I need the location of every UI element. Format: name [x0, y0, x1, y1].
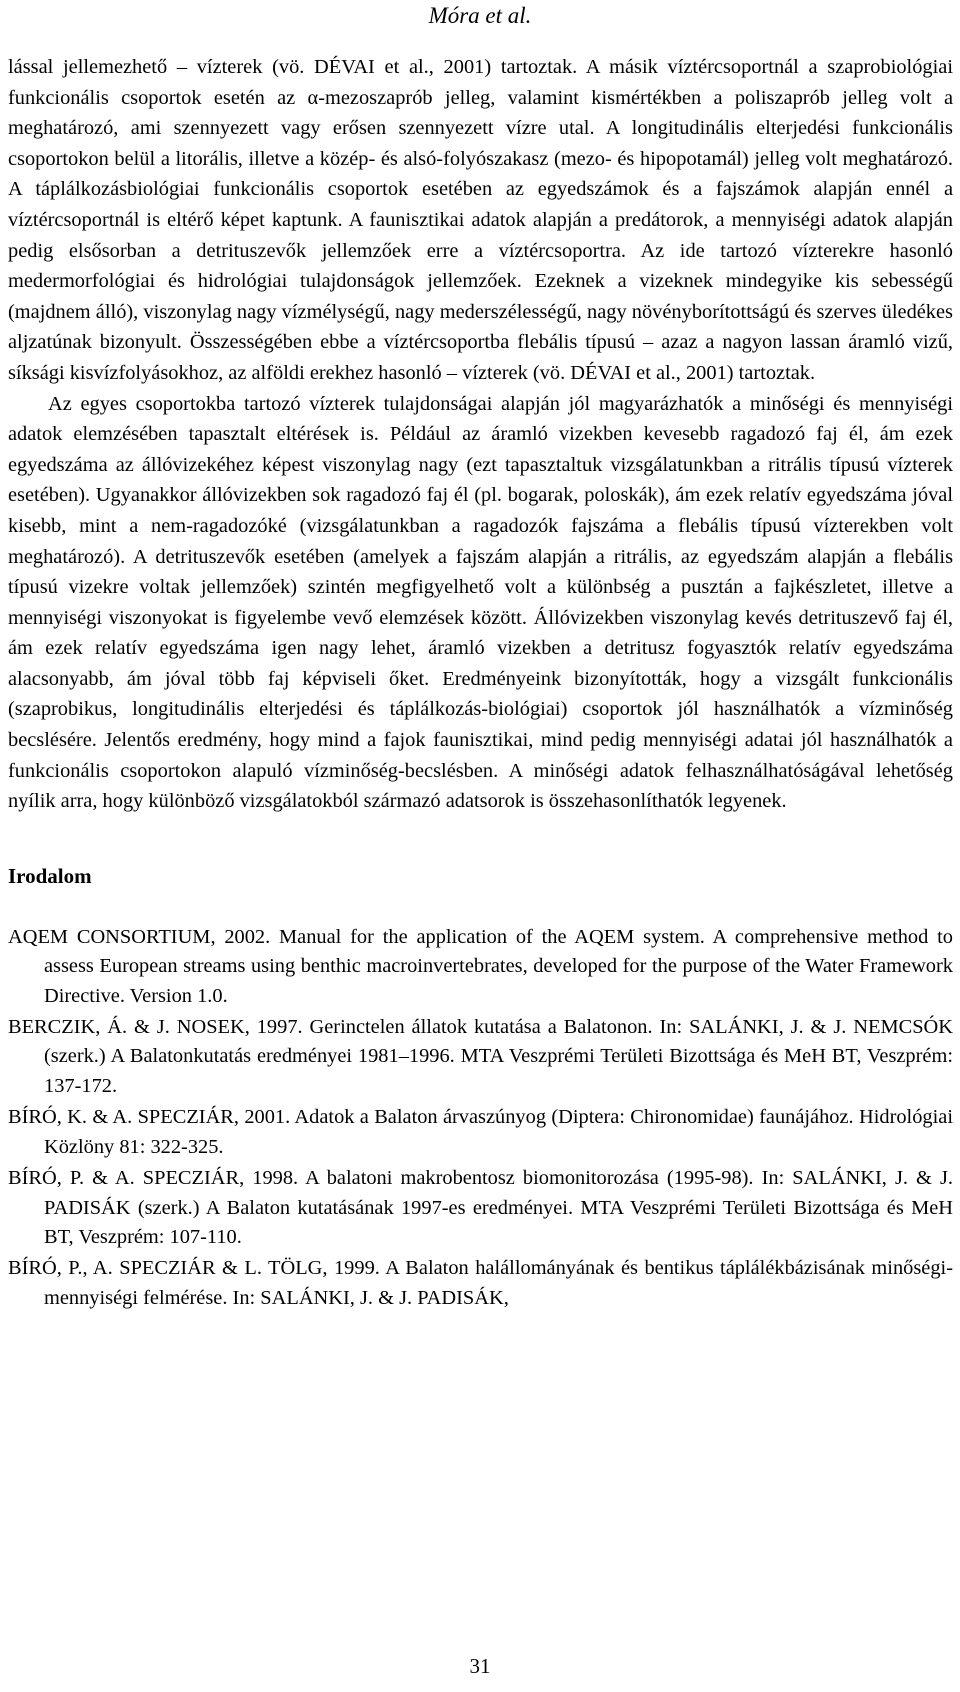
section-heading-references: Irodalom — [8, 863, 92, 888]
reference-item-5: BÍRÓ, P., A. SPECZIÁR & L. TÖLG, 1999. A Balaton halállományának és bentikus táplálékbázisának minőségi-mennyiségi felmérése. In: SALÁNKI, J. & J. PADISÁK, — [8, 1257, 953, 1309]
page-number: 31 — [469, 1654, 491, 1678]
reference-item-4: BÍRÓ, P. & A. SPECZIÁR, 1998. A balatoni makrobentosz biomonitorozása (1995-98). In: SALÁNKI, J. & J. PADISÁK (szerk.) A Balaton kutatásának 1997-es eredményei. MTA Veszprémi Területi Bizottsága és MeH BT, Veszprém: 107-110. — [8, 1167, 953, 1248]
reference-list — [8, 923, 953, 1313]
body-paragraph-1: lással jellemezhető – vízterek (vö. DÉVAI et al., 2001) tartoztak. A másik víztércsoportnál a szaprobiológiai funkcionális csoportok esetén az α-mezoszaprób jelleg, valamint kismértékben a poliszaprób jelleg volt a meghatározó, ami szennyezett vagy erősen szennyezett vízre utal. A longitudinális elterjedési funkcionális csoportokon belül a litorális, illetve a közép- és alsó-folyószakasz (mezo- és hipopotamál) jelleg volt meghatározó. A táplálkozásbiológiai funkcionális csoportok esetében az egyedszámok és a fajszámok alapján ennél a víztércsoportnál is eltérő képet kaptunk. A faunisztikai adatok alapján a predátorok, a mennyiségi adatok alapján pedig elsősorban a detrituszevők jellemzőek erre a víztércsoportra. Az ide tartozó vízterekre hasonló medermorfológiai és hidrológiai tulajdonságok jellemzőek. Ezeknek a vizeknek mindegyike kis sebességű (majdnem álló), viszonylag nagy vízmélységű, nagy mederszélességű, nagy növényborítottságú és szerves üledékes aljzatúnak bizonyult. Összességében ebbe a víztércsoportba flebális típusú – azaz a nagyon lassan áramló vizű, síksági kisvízfolyásokhoz, az alföldi erekhez hasonló – vízterek (vö. DÉVAI et al., 2001) tartoztak. — [8, 56, 953, 384]
running-head: Móra et al. — [428, 3, 532, 28]
reference-item-1: AQEM CONSORTIUM, 2002. Manual for the application of the AQEM system. A comprehensive method to assess European streams using benthic macroinvertebrates, developed for the purpose of the Water Framework Directive. Version 1.0. — [8, 925, 953, 1007]
reference-item-2: BERCZIK, Á. & J. NOSEK, 1997. Gerinctelen állatok kutatása a Balatonon. In: SALÁNKI, J. & J. NEMCSÓK (szerk.) A Balatonkutatás eredményei 1981–1996. MTA Veszprémi Területi Bizottsága és MeH BT, Veszprém: 137-172. — [8, 1016, 953, 1097]
body-content — [8, 52, 953, 1315]
reference-item-3: BÍRÓ, K. & A. SPECZIÁR, 2001. Adatok a Balaton árvaszúnyog (Diptera: Chironomidae) faunájához. Hidrológiai Közlöny 81: 322-325. — [8, 1106, 953, 1158]
body-paragraph-2: Az egyes csoportokba tartozó vízterek tulajdonságai alapján jól magyarázhatók a minőségi és mennyiségi adatok elemzésében tapasztalt eltérések is. Például az áramló vizekben kevesebb ragadozó faj él, ám ezek egyedszáma az állóvizekéhez képest viszonylag nagy (ezt tapasztaltuk vizsgálatunkban a ritrális típusú vízterek esetében). Ugyanakkor állóvizekben sok ragadozó faj él (pl. bogarak, poloskák), ám ezek relatív egyedszáma jóval kisebb, mint a nem-ragadozóké (vizsgálatunkban a ragadozók fajszáma a flebális típusú vízterekben volt meghatározó). A detrituszevők esetében (amelyek a fajszám alapján a ritrális, az egyedszám alapján a flebális típusú vizekre voltak jellemzőek) szintén megfigyelhető volt a különbség a pusztán a fajkészletet, illetve a mennyiségi viszonyokat is figyelembe vevő elemzések között. Állóvizekben viszonylag kevés detrituszevő faj él, ám ezek relatív egyedszáma igen nagy lehet, áramló vizekben a detritusz fogyasztók relatív egyedszáma alacsonyabb, ám jóval több faj képviseli őket. Eredményeink bizonyították, hogy a vizsgált funkcionális (szaprobikus, longitudinális elterjedési és táplálkozás-biológiai) csoportok jól használhatók a vízminőség becslésére. Jelentős eredmény, hogy mind a fajok faunisztikai, mind pedig mennyiségi adatai jól használhatók a funkcionális csoportokon alapuló vízminőség-becslésben. A minőségi adatok felhasználhatóságával lehetőség nyílik arra, hogy különböző vizsgálatokból származó adatsorok is összehasonlíthatók legyenek. — [8, 392, 953, 813]
